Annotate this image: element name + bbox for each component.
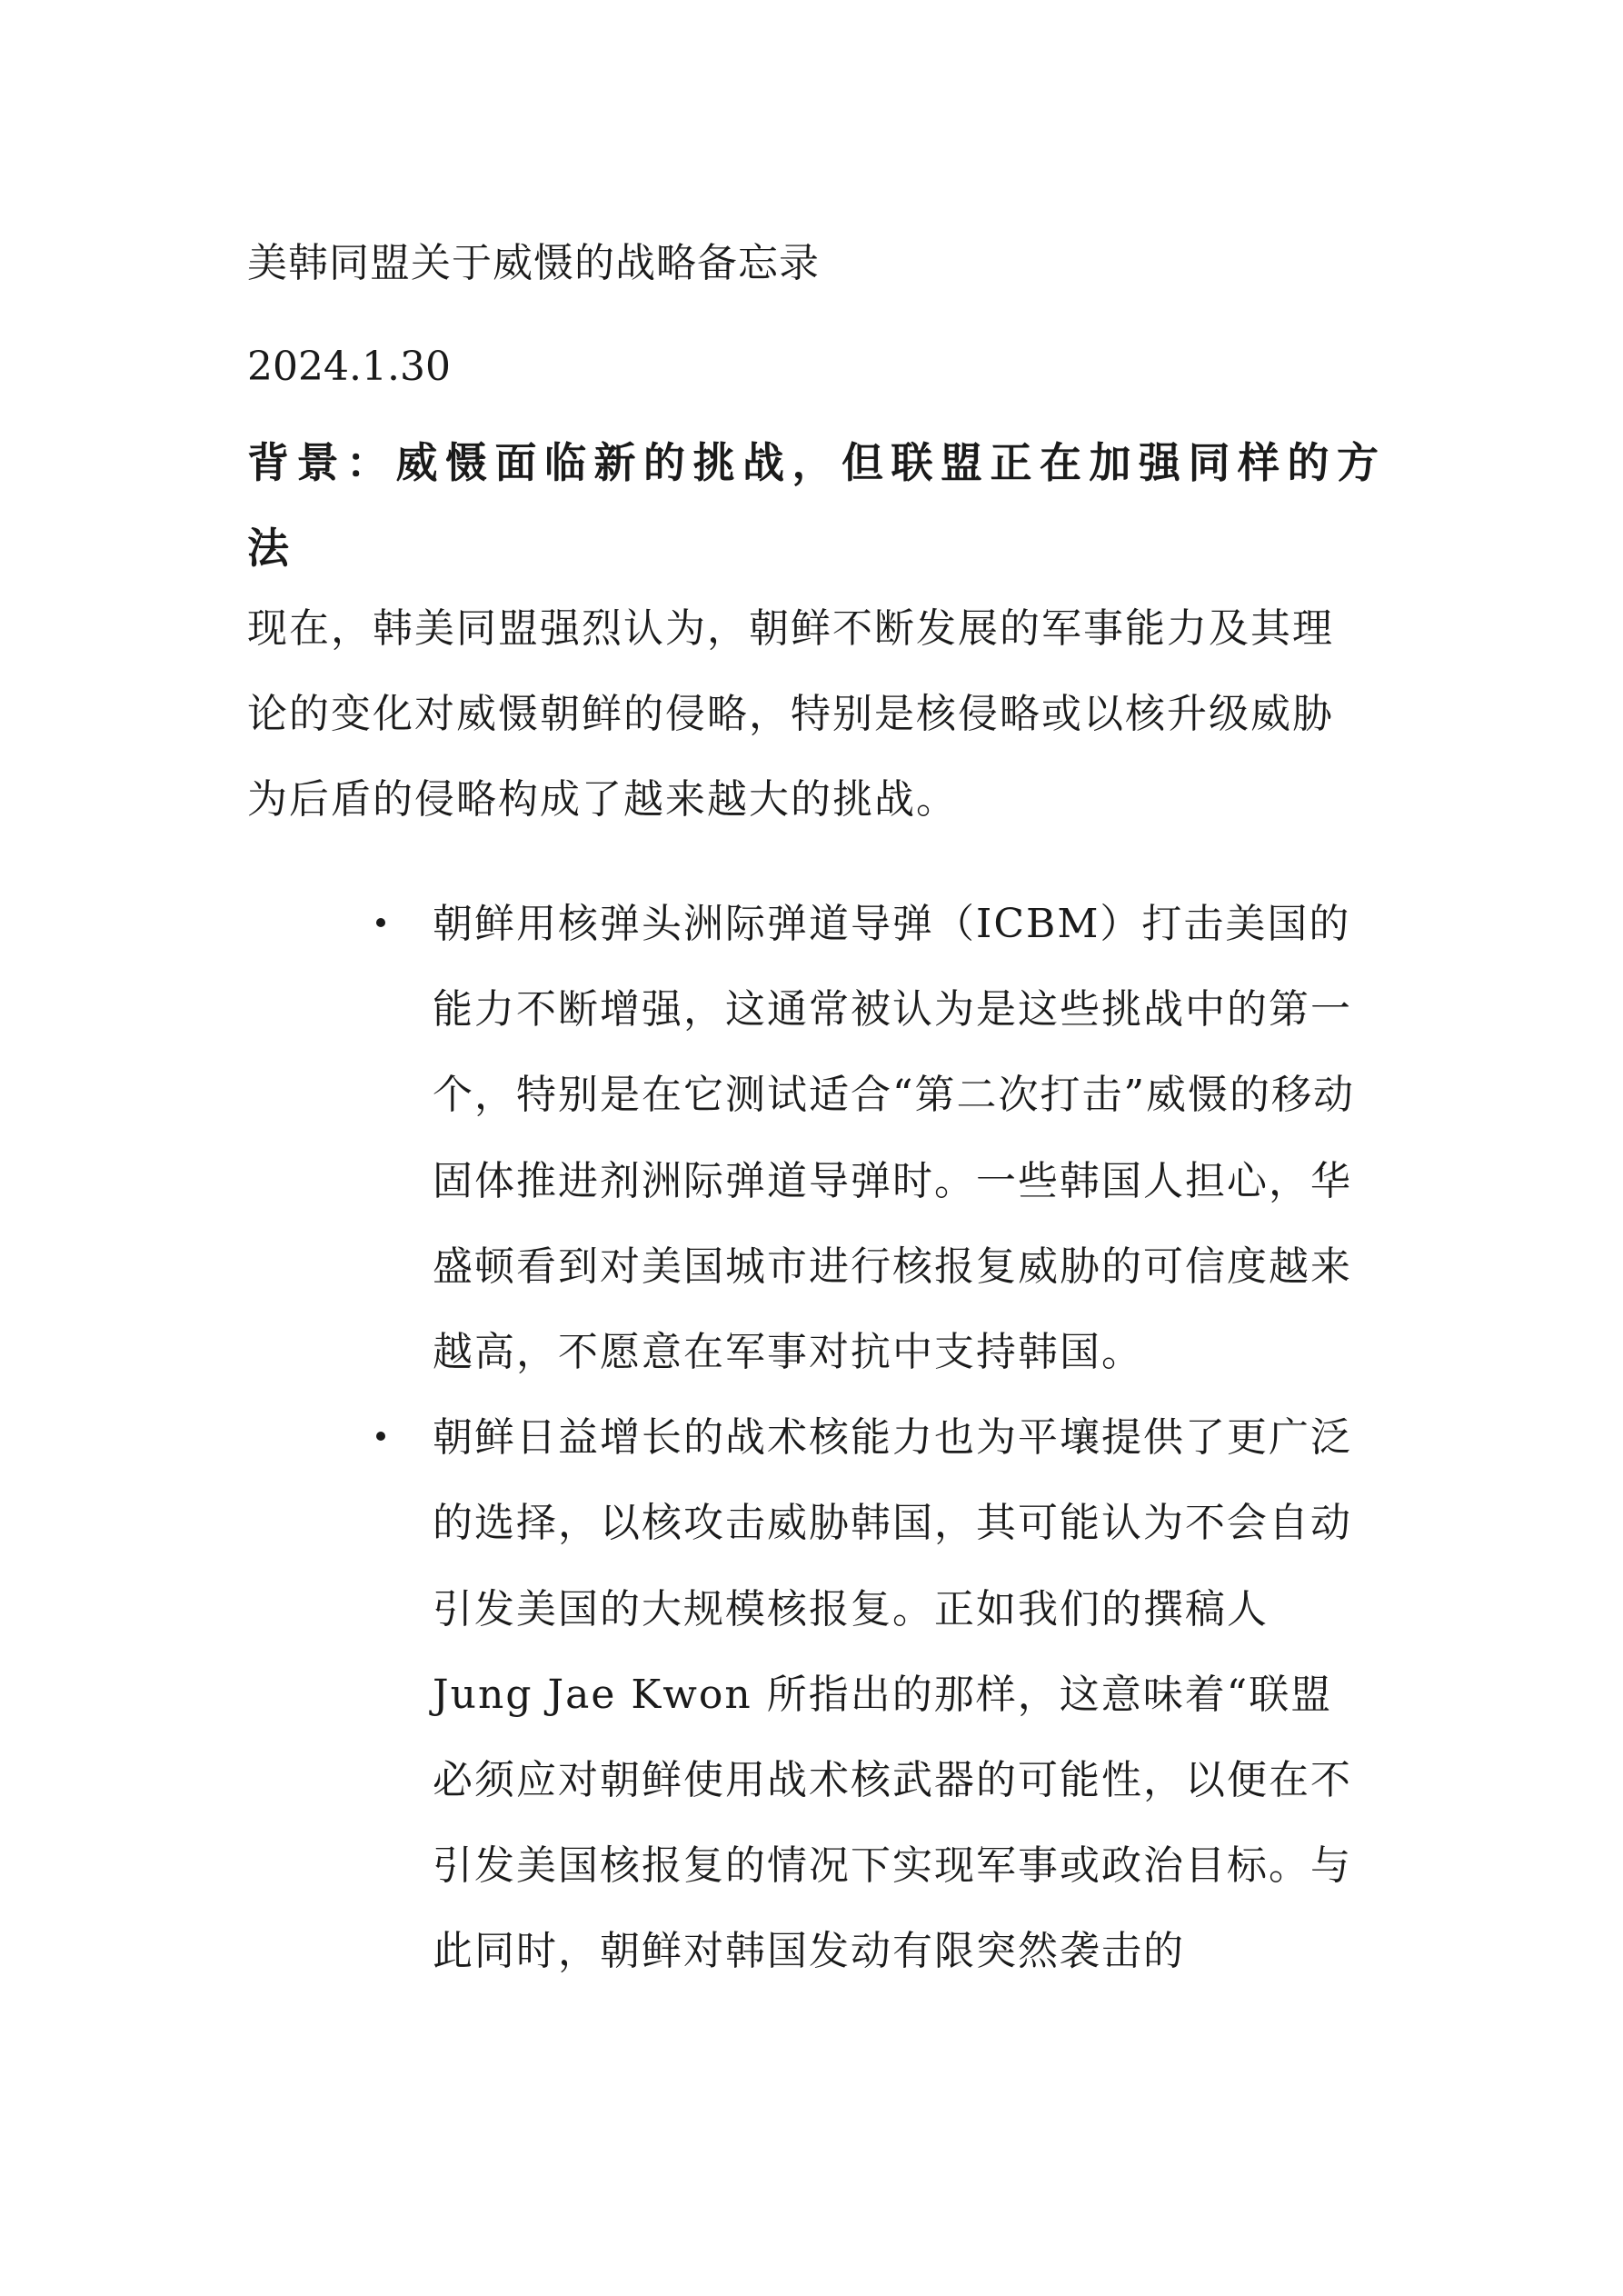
bullet-list bbox=[373, 882, 1372, 1995]
bullet-text: 朝鲜用核弹头洲际弹道导弹（ICBM）打击美国的能力不断增强，这通常被认为是这些挑战中的第一个，特别是在它测试适合“第二次打击”威慑的移动固体推进剂洲际弹道导弹时。一些韩国人担心，华盛顿看到对美国城市进行核报复威胁的可信度越来越高，不愿意在军事对抗中支持韩国。 bbox=[433, 901, 1355, 1376]
bullet-item bbox=[373, 882, 1372, 1395]
document-date: 2024.1.30 bbox=[247, 344, 451, 390]
bullet-text: 朝鲜日益增长的战术核能力也为平壤提供了更广泛的选择，以核攻击威胁韩国，其可能认为不会自动引发美国的大规模核报复。正如我们的撰稿人 Jung Jae Kwon 所指出的那样，这意味着“联盟必须应对朝鲜使用战术核武器的可能性，以便在不引发美国核报复的情况下实现军事或政治目标。与此同时，朝鲜对韩国发动有限突然袭击的 bbox=[433, 1414, 1352, 1975]
bullet-dot-icon bbox=[376, 1432, 385, 1441]
section-heading: 背景：威慑面临新的挑战，但联盟正在加强同样的方法 bbox=[247, 438, 1387, 573]
intro-paragraph: 现在，韩美同盟强烈认为，朝鲜不断发展的军事能力及其理论的变化对威慑朝鲜的侵略，特别是核侵略或以核升级威胁为后盾的侵略构成了越来越大的挑战。 bbox=[247, 605, 1334, 823]
bullet-dot-icon bbox=[376, 918, 385, 927]
document-title: 美韩同盟关于威慑的战略备忘录 bbox=[247, 240, 820, 286]
bullet-item bbox=[373, 1395, 1372, 1994]
